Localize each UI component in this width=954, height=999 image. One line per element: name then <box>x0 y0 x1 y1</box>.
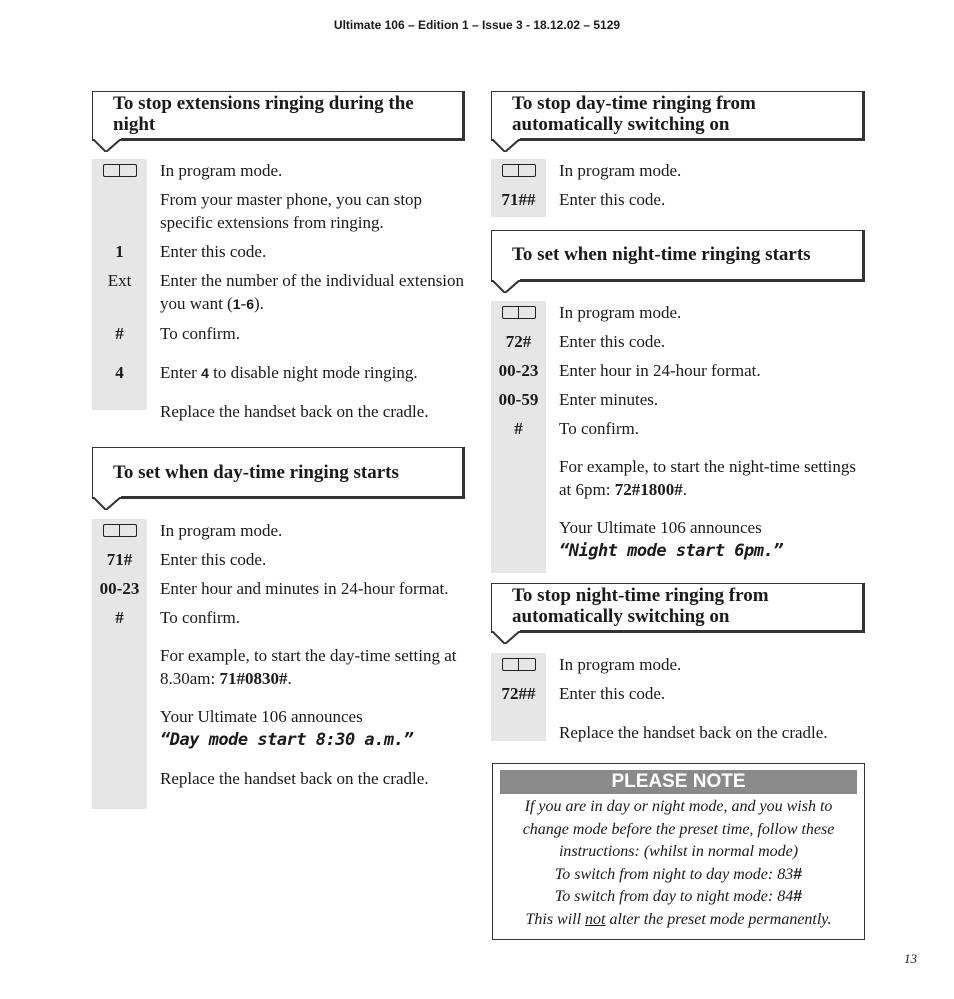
step-text: In program mode. <box>160 161 283 180</box>
step-key <box>491 721 546 744</box>
step-text: Enter hour and minutes in 24-hour format. <box>160 579 449 598</box>
callout-tail-icon <box>491 138 521 152</box>
section-title-box <box>92 447 465 499</box>
step-key: 71# <box>106 550 133 569</box>
step-key <box>491 159 546 182</box>
program-key-icon <box>502 164 536 177</box>
step-key: 00-59 <box>498 390 539 409</box>
step-text: Replace the handset back on the cradle. <box>559 723 828 742</box>
announcement-text: “Night mode start 6pm.” <box>559 541 783 561</box>
callout-tail-icon <box>92 138 122 152</box>
step-text: Enter this code. <box>559 190 666 209</box>
step-key: 72# <box>505 332 532 351</box>
note-line: To switch from night to day mode: 83# <box>554 865 803 883</box>
section-title-box <box>491 230 865 282</box>
step-text: Enter this code. <box>559 332 666 351</box>
step-row <box>92 269 466 316</box>
step-text: Enter minutes. <box>559 390 659 409</box>
step-row <box>491 188 865 211</box>
section-title: To stop day-time ringing from automatically switching on <box>512 93 756 135</box>
step-text: Replace the handset back on the cradle. <box>160 402 429 421</box>
step-text: Enter this code. <box>559 684 666 703</box>
callout-tail-icon <box>491 279 521 293</box>
step-key <box>92 767 147 790</box>
code-value: 1 <box>232 296 241 312</box>
step-row <box>92 548 466 571</box>
step-key: 72## <box>501 684 536 703</box>
program-key-icon <box>502 306 536 319</box>
note-line: instructions: (whilst in normal mode) <box>558 843 799 860</box>
step-key: # <box>115 608 124 627</box>
step-row <box>491 682 865 705</box>
right-column <box>491 91 865 744</box>
please-note-heading: PLEASE NOTE <box>500 770 857 794</box>
step-key <box>92 400 147 423</box>
step-list <box>92 159 466 423</box>
step-key <box>92 644 147 690</box>
step-text: Replace the handset back on the cradle. <box>160 769 429 788</box>
step-key: 1 <box>115 242 124 261</box>
page-number: 13 <box>904 951 917 966</box>
step-list <box>92 519 466 790</box>
callout-tail-icon <box>92 496 122 510</box>
step-key <box>491 455 546 501</box>
step-list <box>491 159 865 211</box>
section-day-start <box>92 447 466 790</box>
code-value: 6 <box>246 296 254 312</box>
announcement-text: “Day mode start 8:30 a.m.” <box>160 730 414 750</box>
step-key <box>491 516 546 563</box>
step-text: To confirm. <box>160 324 241 343</box>
step-text: Enter this code. <box>160 242 267 261</box>
step-row <box>92 767 466 790</box>
section-title-box <box>491 583 865 633</box>
step-text: In program mode. <box>559 655 682 674</box>
hash-key-symbol: # <box>793 888 803 905</box>
program-key-icon <box>103 164 137 177</box>
step-text: Enter this code. <box>160 550 267 569</box>
step-row <box>491 301 865 324</box>
step-row <box>491 516 865 563</box>
code-value: 4 <box>201 365 209 381</box>
step-row <box>92 322 466 345</box>
step-key: 00-23 <box>99 579 140 598</box>
step-key: 00-23 <box>498 361 539 380</box>
please-note-body <box>493 796 864 931</box>
step-row <box>92 705 466 752</box>
step-key <box>491 301 546 324</box>
step-key <box>92 159 147 182</box>
step-key: 71## <box>501 190 536 209</box>
step-key: 4 <box>115 363 124 382</box>
note-line: To switch from day to night mode: 84# <box>554 888 803 905</box>
step-text: Your Ultimate 106 announces “Night mode start 6pm.” <box>559 518 783 561</box>
step-key: Ext <box>107 271 132 290</box>
step-text: To confirm. <box>559 419 640 438</box>
step-text: In program mode. <box>559 303 682 322</box>
emphasis-not: not <box>585 910 606 928</box>
step-text: In program mode. <box>559 161 682 180</box>
step-row <box>491 159 865 182</box>
step-row <box>491 359 865 382</box>
step-key <box>92 705 147 752</box>
section-night-start <box>491 230 865 563</box>
program-key-icon <box>103 524 137 537</box>
step-text: Enter the number of the individual extension you want (1-6). <box>160 271 465 313</box>
step-list <box>491 653 865 744</box>
step-row <box>491 388 865 411</box>
program-key-icon <box>502 658 536 671</box>
note-line: If you are in day or night mode, and you wish to <box>524 798 833 815</box>
step-row <box>92 577 466 600</box>
section-stop-day <box>491 91 865 211</box>
step-key: # <box>514 419 523 438</box>
left-column <box>92 91 466 790</box>
step-key <box>92 519 147 542</box>
section-title-box <box>92 91 465 141</box>
step-list <box>491 301 865 563</box>
hash-key-symbol: # <box>793 865 803 883</box>
note-line: This will not alter the preset mode permanently. <box>525 910 832 928</box>
section-title: To set when day-time ringing starts <box>113 462 399 483</box>
please-note-box <box>492 763 865 940</box>
step-row <box>92 361 466 385</box>
code-value: 71#0830# <box>219 669 288 688</box>
step-row <box>92 606 466 629</box>
step-row <box>92 644 466 690</box>
section-title: To stop night-time ringing from automatically switching on <box>512 585 769 627</box>
step-key <box>92 188 147 234</box>
step-key: # <box>115 324 124 343</box>
code-value: 72#1800# <box>614 480 683 499</box>
step-row <box>491 330 865 353</box>
section-title-box <box>491 91 865 141</box>
step-key <box>491 653 546 676</box>
step-row <box>92 159 466 182</box>
section-stop-extensions <box>92 91 466 423</box>
step-row <box>92 188 466 234</box>
step-row <box>92 519 466 542</box>
step-text: In program mode. <box>160 521 283 540</box>
step-row <box>92 400 466 423</box>
section-title: To stop extensions ringing during the night <box>113 93 414 135</box>
section-stop-night <box>491 583 865 744</box>
document-header: Ultimate 106 – Edition 1 – Issue 3 - 18.12.02 – 5129 <box>333 18 621 32</box>
step-row <box>491 653 865 676</box>
step-row <box>491 721 865 744</box>
step-text: To confirm. <box>160 608 241 627</box>
note-line: change mode before the preset time, follow these <box>522 820 835 838</box>
step-row <box>491 417 865 440</box>
step-row <box>491 455 865 501</box>
step-text: For example, to start the day-time setting at 8.30am: 71#0830#. <box>160 646 457 688</box>
section-title: To set when night-time ringing starts <box>512 244 811 265</box>
callout-tail-icon <box>491 630 521 644</box>
step-text: For example, to start the night-time settings at 6pm: 72#1800#. <box>559 457 856 499</box>
step-row <box>92 240 466 263</box>
step-text: Your Ultimate 106 announces “Day mode start 8:30 a.m.” <box>160 707 414 750</box>
step-text: Enter 4 to disable night mode ringing. <box>160 363 418 382</box>
step-text: Enter hour in 24-hour format. <box>559 361 761 380</box>
step-text: From your master phone, you can stop specific extensions from ringing. <box>160 190 423 232</box>
